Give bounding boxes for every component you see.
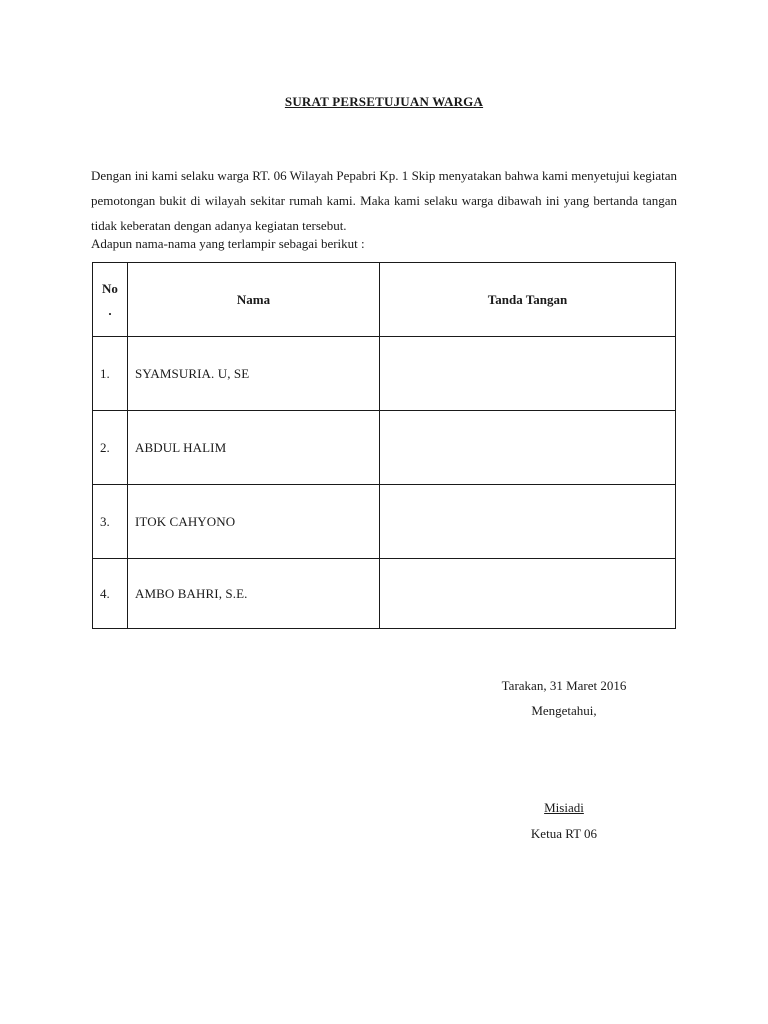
- row-signature: [380, 411, 676, 485]
- row-name: SYAMSURIA. U, SE: [128, 337, 380, 411]
- signer-name: Misiadi: [544, 800, 584, 815]
- row-signature: [380, 485, 676, 559]
- document-title: SURAT PERSETUJUAN WARGA: [284, 94, 484, 109]
- header-signature: Tanda Tangan: [380, 263, 676, 337]
- signature-table: [92, 262, 676, 629]
- table-header-row: [93, 263, 676, 337]
- acknowledged-label: Mengetahui,: [531, 703, 597, 718]
- body-paragraph: [91, 163, 677, 238]
- row-number: 1.: [93, 337, 128, 411]
- table-row: [93, 559, 676, 629]
- row-signature: [380, 337, 676, 411]
- list-intro: Adapun nama-nama yang terlampir sebagai berikut :: [91, 236, 365, 251]
- signer-role: Ketua RT 06: [530, 826, 598, 841]
- row-number: 3.: [93, 485, 128, 559]
- row-signature: [380, 559, 676, 629]
- header-no-label: No: [102, 280, 118, 296]
- statement-paragraph: Dengan ini kami selaku warga RT. 06 Wilayah Pepabri Kp. 1 Skip menyatakan bahwa kami menyetujui kegiatan pemotongan bukit di wilayah sekitar rumah kami. Maka kami selaku warga dibawah ini yang bertanda tangan tidak keberatan dengan adanya kegiatan tersebut.: [91, 168, 677, 233]
- header-name: Nama: [128, 263, 380, 337]
- header-no: [93, 263, 128, 337]
- place-date: Tarakan, 31 Maret 2016: [501, 678, 627, 693]
- table-row: [93, 411, 676, 485]
- row-number: 4.: [93, 559, 128, 629]
- row-number: 2.: [93, 411, 128, 485]
- row-name: ITOK CAHYONO: [128, 485, 380, 559]
- table-row: [93, 485, 676, 559]
- row-name: ABDUL HALIM: [128, 411, 380, 485]
- header-no-dot: .: [108, 302, 112, 318]
- table-row: [93, 337, 676, 411]
- row-name: AMBO BAHRI, S.E.: [128, 559, 380, 629]
